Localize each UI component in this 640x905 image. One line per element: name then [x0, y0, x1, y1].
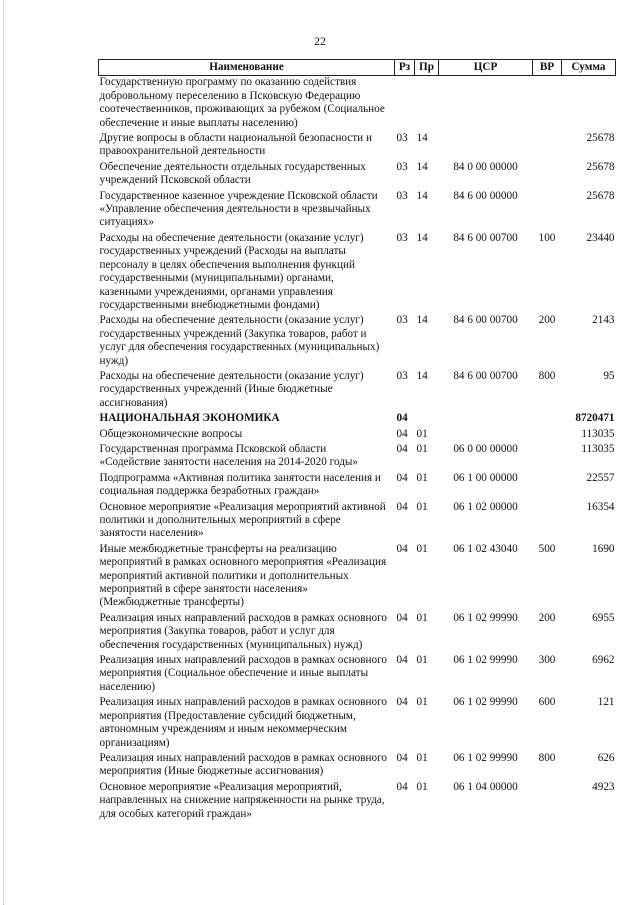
- table-row: [99, 501, 616, 543]
- header-name: Наименование: [99, 60, 395, 76]
- cell-vr: 800: [538, 369, 556, 382]
- cell-name: Основное мероприятие «Реализация мероприятий, направленных на снижение напряженности на рынке труда, для особых категорий граждан»: [99, 780, 385, 820]
- cell-rz: 04: [396, 471, 408, 484]
- cell-pr: 14: [416, 369, 428, 382]
- cell-rz: 03: [396, 132, 408, 145]
- cell-vr: [533, 76, 562, 132]
- cell-csr: 06 1 04 00000: [453, 780, 518, 793]
- header-vr: ВР: [533, 60, 562, 76]
- cell-pr: 01: [416, 542, 428, 555]
- cell-csr: 84 6 00 00700: [453, 369, 518, 382]
- cell-rz: 04: [396, 412, 408, 425]
- table-row: [99, 654, 616, 696]
- cell-rz: 04: [396, 542, 408, 555]
- cell-sum: 25678: [586, 189, 615, 202]
- cell-vr: [533, 412, 562, 427]
- cell-sum: 95: [603, 369, 615, 382]
- cell-vr: [533, 781, 562, 823]
- cell-name: Государственная программа Псковской области «Содействие занятости населения на 2014-2020 годы»: [99, 442, 359, 469]
- cell-name: Расходы на обеспечение деятельности (оказание услуг) государственных учреждений (Закупка товаров, работ и услуг для обеспечения государственных (муниципальных) нужд): [99, 314, 380, 367]
- table-row: [99, 161, 616, 190]
- cell-name: Реализация иных направлений расходов в рамках основного мероприятия (Социальное обеспечение и иные выплаты населению): [99, 654, 387, 693]
- cell-vr: [533, 132, 562, 161]
- cell-name: Реализация иных направлений расходов в рамках основного мероприятия (Предоставление субсидий бюджетным, автономным учреждениям и иным некоммерческим организациям): [99, 696, 387, 749]
- cell-sum: 6955: [592, 611, 615, 624]
- cell-rz: 04: [396, 442, 408, 455]
- cell-csr: [439, 76, 533, 132]
- cell-name: НАЦИОНАЛЬНАЯ ЭКОНОМИКА: [99, 412, 280, 425]
- cell-vr: [533, 428, 562, 443]
- cell-sum: 6962: [592, 654, 615, 667]
- cell-sum: [562, 76, 616, 132]
- cell-sum: 22557: [586, 471, 615, 484]
- cell-vr: 800: [538, 751, 556, 764]
- cell-pr: 14: [416, 160, 428, 173]
- cell-pr: 01: [416, 442, 428, 455]
- cell-csr: 06 0 00 00000: [453, 442, 518, 455]
- cell-rz: 04: [396, 751, 408, 764]
- cell-pr: 01: [416, 611, 428, 624]
- cell-csr: 06 1 00 00000: [453, 471, 518, 484]
- cell-sum: 25678: [586, 132, 615, 145]
- cell-csr: 06 1 02 99990: [453, 751, 518, 764]
- table-row: [99, 412, 616, 427]
- scan-edge: [3, 0, 5, 905]
- table-row: [99, 132, 616, 161]
- cell-rz: 04: [396, 427, 408, 440]
- cell-name: Общеэкономические вопросы: [99, 427, 243, 440]
- cell-name: Другие вопросы в области национальной безопасности и правоохранительной деятельности: [99, 132, 372, 158]
- cell-vr: 200: [538, 611, 556, 624]
- cell-sum: 626: [597, 751, 615, 764]
- cell-sum: 1690: [592, 542, 615, 555]
- cell-pr: 01: [416, 471, 428, 484]
- cell-name: Расходы на обеспечение деятельности (оказание услуг) государственных учреждений (Иные бюджетные ассигнования): [99, 369, 364, 409]
- cell-pr: 01: [416, 751, 428, 764]
- table-row: [99, 752, 616, 781]
- cell-sum: 8720471: [575, 412, 615, 425]
- table-header-row: [99, 60, 616, 76]
- page-number: 22: [314, 34, 326, 48]
- cell-pr: 01: [416, 654, 428, 667]
- table-row: [99, 696, 616, 752]
- cell-pr: 14: [416, 231, 428, 244]
- cell-sum: 113035: [581, 442, 615, 455]
- cell-vr: [533, 501, 562, 543]
- table-row: [99, 232, 616, 314]
- cell-rz: 04: [396, 611, 408, 624]
- cell-rz: 03: [396, 231, 408, 244]
- cell-name: Обеспечение деятельности отдельных государственных учреждений Псковской области: [99, 160, 366, 187]
- cell-sum: 113035: [581, 427, 615, 440]
- cell-csr: [439, 412, 533, 427]
- cell-vr: 100: [538, 231, 556, 244]
- cell-vr: [533, 472, 562, 501]
- table-row: [99, 370, 616, 412]
- cell-sum: 4923: [592, 780, 615, 793]
- cell-vr: [533, 161, 562, 190]
- cell-pr: 14: [416, 132, 428, 145]
- table-row: [99, 472, 616, 501]
- cell-pr: 01: [416, 427, 428, 440]
- cell-rz: 03: [396, 189, 408, 202]
- cell-rz: 04: [396, 780, 408, 793]
- cell-name: Иные межбюджетные трансферты на реализацию мероприятий в рамках основного мероприятия «Реализация мероприятий активной политики и дополнительных мероприятий в сфере занятости населения» (Межбюджетные трансферты): [99, 542, 387, 609]
- cell-vr: 200: [538, 314, 556, 327]
- cell-pr: 01: [416, 696, 428, 709]
- cell-rz: 04: [396, 654, 408, 667]
- table-row: [99, 612, 616, 654]
- cell-vr: 600: [538, 696, 556, 709]
- cell-rz: 03: [396, 314, 408, 327]
- table-row: [99, 76, 616, 132]
- cell-name: Основное мероприятие «Реализация мероприятий активной политики и дополнительных мероприятий в сфере занятости населения»: [99, 500, 386, 540]
- cell-name: Реализация иных направлений расходов в рамках основного мероприятия (Закупка товаров, работ и услуг для обеспечения государственных (муниципальных) нужд): [99, 611, 387, 651]
- cell-csr: 84 6 00 00700: [453, 231, 518, 244]
- cell-vr: [533, 443, 562, 472]
- header-sum: Сумма: [562, 60, 616, 76]
- table-row: [99, 543, 616, 612]
- cell-sum: 16354: [586, 500, 615, 513]
- cell-pr: [415, 412, 439, 427]
- cell-rz: 04: [396, 500, 408, 513]
- table-row: [99, 314, 616, 370]
- cell-csr: 06 1 02 00000: [453, 500, 518, 513]
- header-rz: Рз: [395, 60, 415, 76]
- header-csr: ЦСР: [439, 60, 533, 76]
- cell-csr: 06 1 02 43040: [453, 542, 518, 555]
- table-body: [99, 76, 616, 823]
- cell-pr: 14: [416, 314, 428, 327]
- cell-pr: 01: [416, 780, 428, 793]
- cell-csr: 06 1 02 99990: [453, 696, 518, 709]
- cell-rz: 04: [396, 696, 408, 709]
- cell-sum: 25678: [586, 160, 615, 173]
- cell-csr: [439, 132, 533, 161]
- cell-csr: 06 1 02 99990: [453, 654, 518, 667]
- cell-pr: 14: [416, 189, 428, 202]
- cell-sum: 2143: [592, 314, 615, 327]
- cell-csr: 84 6 00 00000: [453, 189, 518, 202]
- cell-name: Расходы на обеспечение деятельности (оказание услуг) государственных учреждений (Расходы на выплаты персоналу в целях обеспечения выполнения функций государственными (муниципальными) органами, казенными учреждениями, органами управления государственными внебюджетными фондами): [99, 231, 364, 311]
- cell-csr: [439, 428, 533, 443]
- cell-csr: 84 6 00 00700: [453, 314, 518, 327]
- header-pr: Пр: [415, 60, 439, 76]
- cell-vr: 500: [538, 542, 556, 555]
- table-row: [99, 781, 616, 823]
- cell-name: Государственную программу по оказанию содействия добровольному переселению в Псковскую Федерацию соотечественников, проживающих за рубежом (Социальное обеспечение и иные выплаты населению): [99, 76, 385, 129]
- table-row: [99, 443, 616, 472]
- cell-vr: [533, 190, 562, 232]
- cell-rz: 03: [396, 160, 408, 173]
- cell-sum: 23440: [586, 231, 615, 244]
- table-row: [99, 190, 616, 232]
- cell-pr: [415, 76, 439, 132]
- cell-csr: 06 1 02 99990: [453, 611, 518, 624]
- cell-rz: [395, 76, 415, 132]
- cell-name: Подпрограмма «Активная политика занятости населения и социальная поддержка безработных граждан»: [99, 471, 381, 498]
- budget-table: [98, 59, 616, 823]
- cell-sum: 121: [597, 696, 615, 709]
- cell-pr: 01: [416, 500, 428, 513]
- table-row: [99, 428, 616, 443]
- cell-rz: 03: [396, 369, 408, 382]
- cell-vr: 300: [538, 654, 556, 667]
- cell-name: Государственное казенное учреждение Псковской области «Управление обеспечения деятельности в чрезвычайных ситуациях»: [99, 189, 378, 229]
- cell-name: Реализация иных направлений расходов в рамках основного мероприятия (Иные бюджетные ассигнования): [99, 751, 387, 778]
- cell-csr: 84 0 00 00000: [453, 160, 518, 173]
